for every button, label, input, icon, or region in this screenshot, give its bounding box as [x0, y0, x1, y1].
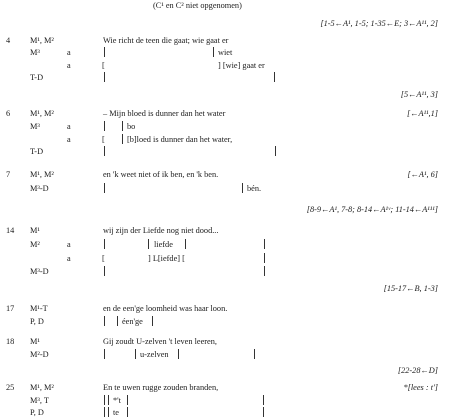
variant-reference: [15-17←B, 1-3] [383, 284, 438, 293]
source-siglum: M¹ [30, 226, 40, 235]
source-siglum: T-D [30, 73, 44, 82]
alignment-bar [104, 72, 105, 82]
variant-reference: *[lees : t'] [403, 383, 438, 392]
variant-reading: ] [wie] gaat er [218, 61, 265, 70]
line-number: 18 [6, 337, 15, 346]
alignment-bar [104, 121, 105, 131]
variant-reference: [1-5←A¹, 1-5; 1-35←E; 3←A¹¹, 2] [320, 19, 438, 28]
alignment-bar [108, 407, 109, 417]
alignment-bar [104, 266, 105, 276]
variant-reading: ] L[iefde] [ [148, 254, 185, 263]
alignment-bar [213, 47, 214, 57]
alignment-bar [104, 47, 105, 57]
variant-reading: te [113, 408, 119, 417]
line-number: 25 [6, 383, 15, 392]
alignment-bar [122, 134, 123, 144]
variant-reference: [←A¹, 6] [407, 170, 438, 179]
stage-marker: a [67, 135, 71, 144]
source-siglum: M¹, M² [30, 36, 54, 45]
alignment-bar [104, 316, 105, 326]
source-siglum: P, D [30, 408, 44, 417]
source-siglum: T-D [30, 147, 44, 156]
source-siglum: M¹, M² [30, 109, 54, 118]
stage-marker: a [67, 122, 71, 131]
alignment-bar [254, 349, 255, 359]
line-number: 14 [6, 226, 15, 235]
stage-marker: a [67, 240, 71, 249]
source-siglum: M¹-T [30, 304, 48, 313]
verse-text: en 'k weet niet of ik ben, en 'k ben. [103, 170, 219, 179]
alignment-bar [264, 253, 265, 263]
alignment-bar [104, 146, 105, 156]
alignment-bar [152, 316, 153, 326]
alignment-bar [122, 121, 123, 131]
bracket-mark: [ [102, 135, 105, 144]
source-siglum: M³-D [30, 184, 49, 193]
alignment-bar [274, 72, 275, 82]
variant-reading: wiet [218, 48, 233, 57]
verse-text: Wie richt de teen die gaat; wie gaat er [103, 36, 229, 45]
alignment-bar [263, 407, 264, 417]
variant-reading: éen'ge [122, 317, 143, 326]
alignment-bar [104, 239, 105, 249]
alignment-bar [117, 316, 118, 326]
variant-reference: [8-9←A¹, 7-8; 8-14←A¹ᵛ; 11-14←A¹¹¹] [306, 205, 438, 214]
alignment-bar [148, 239, 149, 249]
alignment-bar [264, 266, 265, 276]
source-siglum: M³-D [30, 267, 49, 276]
alignment-bar [127, 407, 128, 417]
variant-reading: [b]loed is dunner dan het water, [127, 135, 233, 144]
source-siglum: M² [30, 240, 40, 249]
variant-reading: bo [127, 122, 136, 131]
variant-reading: liefde [154, 240, 173, 249]
alignment-bar [135, 349, 136, 359]
verse-text: Gij zoudt U-zelven 't leven leeren, [103, 337, 217, 346]
alignment-bar [104, 407, 105, 417]
alignment-bar [127, 395, 128, 405]
alignment-bar [178, 349, 179, 359]
bracket-mark: [ [102, 254, 105, 263]
alignment-bar [242, 183, 243, 193]
variant-reading: *'t [113, 396, 121, 405]
alignment-bar [104, 395, 105, 405]
alignment-bar [104, 349, 105, 359]
alignment-bar [108, 395, 109, 405]
alignment-bar [185, 239, 186, 249]
alignment-bar [104, 183, 105, 193]
source-siglum: M²-D [30, 350, 49, 359]
source-siglum: M¹, M² [30, 170, 54, 179]
variant-reading: bén. [247, 184, 262, 193]
source-siglum: M³ [30, 48, 40, 57]
line-number: 17 [6, 304, 15, 313]
verse-text: – Mijn bloed is dunner dan het water [103, 109, 226, 118]
variant-reading: u-zelven [140, 350, 169, 359]
stage-marker: a [67, 48, 71, 57]
verse-text: En te uwen rugge zouden branden, [103, 383, 219, 392]
variant-reference: [22-28←D] [397, 366, 438, 375]
line-number: 6 [6, 109, 11, 118]
source-siglum: P, D [30, 317, 44, 326]
variant-reference: [←A¹¹,1] [406, 109, 438, 118]
source-siglum: M¹, M² [30, 383, 54, 392]
verse-text: en de een'ge loomheid was haar loon. [103, 304, 228, 313]
variant-reference: [5←A¹¹, 3] [400, 90, 438, 99]
stage-marker: a [67, 61, 71, 70]
source-siglum: M¹ [30, 337, 40, 346]
stage-marker: a [67, 254, 71, 263]
alignment-bar [264, 239, 265, 249]
line-number: 4 [6, 36, 11, 45]
header-note: (C¹ en C² niet opgenomen) [153, 1, 242, 10]
bracket-mark: [ [102, 61, 105, 70]
line-number: 7 [6, 170, 11, 179]
alignment-bar [275, 146, 276, 156]
source-siglum: M³, T [30, 396, 49, 405]
alignment-bar [263, 395, 264, 405]
source-siglum: M³ [30, 122, 40, 131]
verse-text: wij zijn der Liefde nog niet dood... [103, 226, 219, 235]
